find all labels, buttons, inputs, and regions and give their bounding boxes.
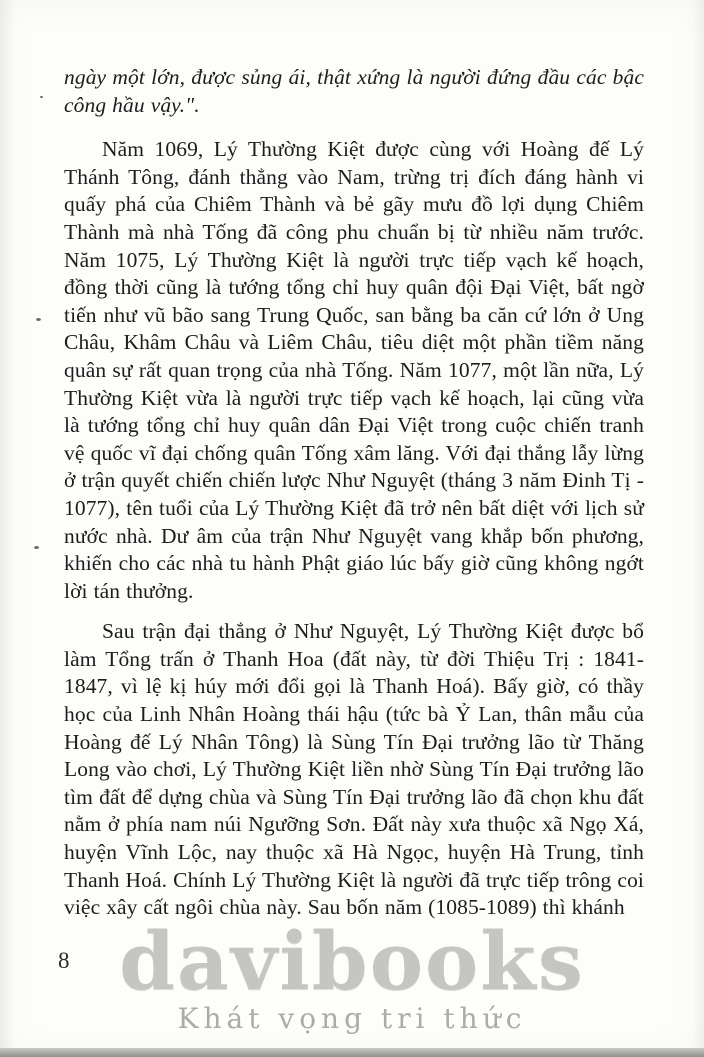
scan-artifact <box>40 96 43 98</box>
scan-edge-shadow-right <box>692 0 704 1057</box>
watermark-tagline-text: Khát vọng tri thức <box>177 1002 527 1035</box>
page-number: 8 <box>58 948 70 973</box>
body-paragraph-2: Sau trận đại thắng ở Như Nguyệt, Lý Thường Kiệt được bổ làm Tổng trấn ở Thanh Hoa (đất này, từ đời Thiệu Trị : 1841-1847, vì lệ kị húy mới đổi gọi là Thanh Hoá). Bấy giờ, có thầy học của Linh Nhân Hoàng thái hậu (tức bà Ỷ Lan, thân mẫu của Hoàng đế Lý Nhân Tông) là Sùng Tín Đại trưởng lão từ Thăng Long vào chơi, Lý Thường Kiệt liền nhờ Sùng Tín Đại trưởng lão tìm đất để dựng chùa và Sùng Tín Đại trưởng lão đã chọn khu đất nằm ở phía nam núi Ngưỡng Sơn. Đất này xưa thuộc xã Ngọ Xá, huyện Vĩnh Lộc, nay thuộc xã Hà Ngọc, huyện Hà Trung, tỉnh Thanh Hoá. Chính Lý Thường Kiệt là người đã trực tiếp trông coi việc xây cất ngôi chùa này. Sau bốn năm (1085-1089) thì khánh <box>64 619 644 920</box>
scan-artifact <box>34 546 39 549</box>
page-text-block <box>64 64 644 922</box>
scan-edge-shadow-left <box>0 0 14 1057</box>
scan-artifact <box>36 318 41 321</box>
scan-bottom-edge <box>0 1048 704 1057</box>
publisher-watermark <box>0 914 704 1035</box>
body-paragraph-1: Năm 1069, Lý Thường Kiệt được cùng với Hoàng đế Lý Thánh Tông, đánh thẳng vào Nam, trừng trị đích đáng hành vi quấy phá của Chiêm Thành và bẻ gãy mưu đồ lợi dụng Chiêm Thành mà nhà Tống đã công phu chuẩn bị từ nhiều năm trước. Năm 1075, Lý Thường Kiệt là người trực tiếp vạch kế hoạch, đồng thời cũng là tướng tổng chỉ huy quân đội Đại Việt, bất ngờ tiến như vũ bão sang Trung Quốc, san bằng ba căn cứ lớn ở Ung Châu, Khâm Châu và Liêm Châu, tiêu diệt một phần tiềm năng quân sự rất quan trọng của nhà Tống. Năm 1077, một lần nữa, Lý Thường Kiệt vừa là người trực tiếp vạch kế hoạch, lại cũng vừa là tướng tổng chỉ huy quân dân Đại Việt trong cuộc chiến tranh vệ quốc vĩ đại chống quân Tống xâm lăng. Với đại thắng lẫy lừng ở trận quyết chiến chiến lược Như Nguyệt (tháng 3 năm Đinh Tị - 1077), tên tuổi của Lý Thường Kiệt đã trở nên bất diệt với lịch sử nước nhà. Dư âm của trận Như Nguyệt vang khắp bốn phương, khiến cho các nhà tu hành Phật giáo lúc bấy giờ cũng không ngớt lời tán thưởng. <box>64 137 644 603</box>
quote-continuation-paragraph: ngày một lớn, được sủng ái, thật xứng là người đứng đầu các bậc công hầu vậy.". <box>64 65 644 117</box>
watermark-logo-text: davibooks <box>119 914 585 1008</box>
